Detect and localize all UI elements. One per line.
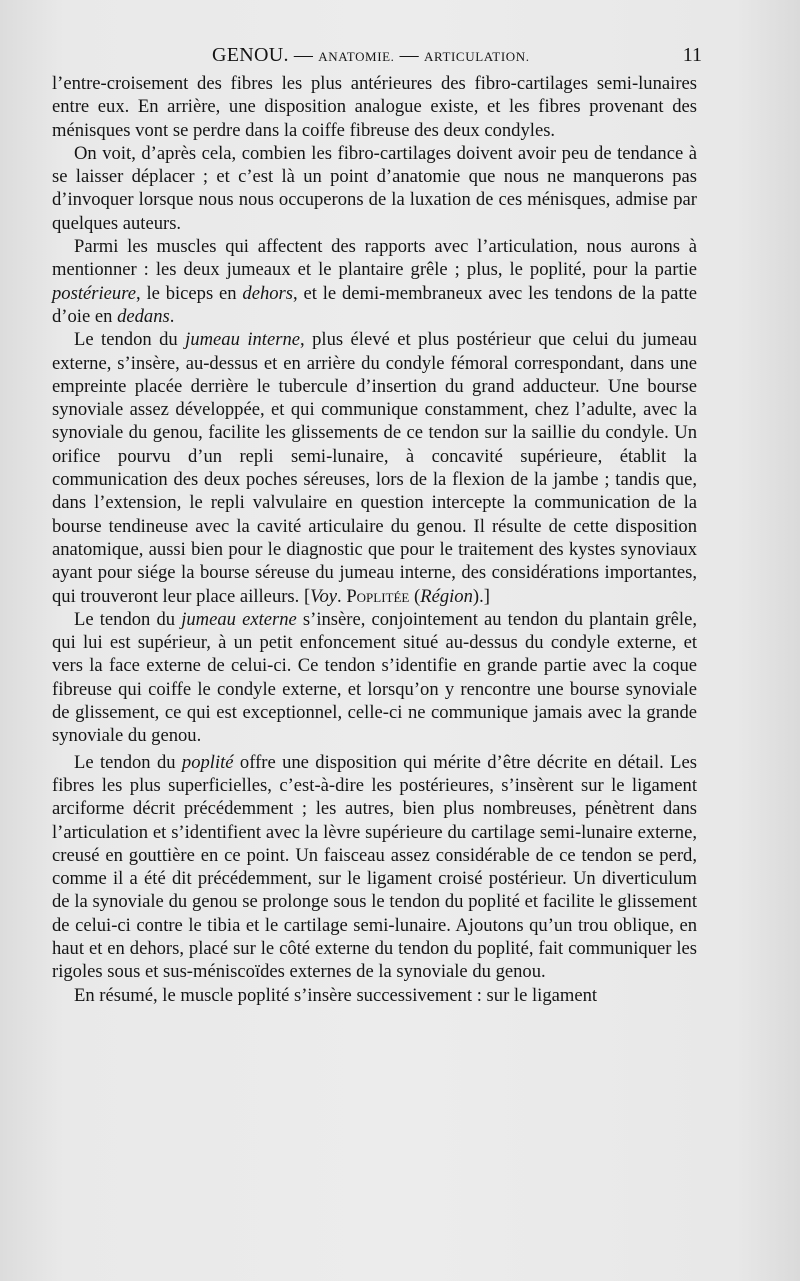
body-text <box>52 72 697 1007</box>
paragraph: l’entre-croisement des fibres les plus antérieures des fibro-cartilages semi-lunaires entre eux. En arrière, une disposition analogue existe, et les fibres provenant des ménisques vont se perdre dans la coiffe fibreuse des deux condyles. <box>52 73 697 141</box>
paragraph: En résumé, le muscle poplité s’insère successivement : sur le ligament <box>74 984 598 1006</box>
paragraph: Parmi les muscles qui affectent des rapports avec l’articulation, nous aurons à mentionner : les deux jumeaux et le plantaire grêle ; plus, le poplité, pour la partie postérieure, le biceps en dehors, et le demi-membraneux avec les tendons de la patte d’oie en dedans. <box>52 236 697 327</box>
italic-term: jumeau interne <box>185 329 301 351</box>
italic-term: jumeau externe <box>181 608 297 630</box>
running-head-title: GENOU. <box>212 44 289 66</box>
italic-term: Région <box>420 585 473 607</box>
italic-term: postérieure <box>52 282 136 304</box>
running-head-section: ANATOMIE. <box>318 49 395 64</box>
italic-term: dehors <box>242 282 294 304</box>
running-head-subsection: ARTICULATION. <box>423 49 530 64</box>
paragraph: Le tendon du jumeau externe s’insère, conjointement au tendon du plantain grêle, qui lui est supérieur, à un petit enfoncement situé au-dessus du condyle externe, et vers la face externe de celui-ci. Ce tendon s’identifie en grande partie avec la coque fibreuse qui coiffe le condyle externe, et lorsqu’on y rencontre une bourse synoviale de glissement, ce qui est exceptionnel, celle-ci ne communique jamais avec la grande synoviale du genou. <box>52 608 697 747</box>
paragraph: Le tendon du poplité offre une disposition qui mérite d’être décrite en détail. Les fibres les plus superficielles, c’est-à-dire les postérieures, s’insèrent sur le ligament arciforme décrit précédemment ; les autres, bien plus nombreuses, pénètrent dans l’articulation et s’identifient avec la lèvre supérieure du cartilage semi-lunaire externe, creusé en gouttière en ce point. Un faisceau assez considérable de ce tendon se perd, comme il a été dit précédemment, sur le ligament croisé postérieur. Un diverticulum de la synoviale du genou se prolonge sous le tendon du poplité et facilite le glissement de celui-ci contre le tibia et le cartilage semi-lunaire. Ajoutons qu’un trou oblique, en haut et en dehors, placé sur le côté externe du tendon du poplité, fait communiquer les rigoles sous et sus-méniscoïdes externes de la synoviale du genou. <box>52 751 697 983</box>
running-head <box>212 44 530 67</box>
cross-reference-term: Poplitée <box>346 585 410 607</box>
page-number: 11 <box>682 44 702 66</box>
cross-reference: Voy <box>310 585 338 607</box>
running-head-dash: — <box>293 45 314 66</box>
italic-term: poplité <box>181 751 234 773</box>
running-head-dash: — <box>399 45 419 66</box>
italic-term: dedans <box>117 305 170 327</box>
page-header <box>52 44 702 72</box>
paragraph: Le tendon du jumeau interne, plus élevé et plus postérieur que celui du jumeau externe, s’insère, au-dessus et en arrière du condyle fémoral correspondant, dans une empreinte placée derrière le tubercule d’insertion du grand adducteur. Une bourse synoviale assez développée, et qui communique constamment, chez l’adulte, avec la synoviale du genou, facilite les glissements de ce tendon sur la saillie du condyle. Un orifice pourvu d’un repli semi-lunaire, à concavité supérieure, établit la communication des deux poches séreuses, lors de la flexion de la jambe ; tandis que, dans l’extension, le repli valvulaire en question intercepte la communication de la bourse tendineuse avec la cavité articulaire du genou. Il résulte de cette disposition anatomique, aussi bien pour le diagnostic que pour le traitement des kystes synoviaux ayant pour siége la bourse séreuse du jumeau interne, des considérations importantes, qui trouveront leur place ailleurs. [Voy. Poplitée (Région).] <box>52 329 697 607</box>
paragraph: On voit, d’après cela, combien les fibro-cartilages doivent avoir peu de tendance à se laisser déplacer ; et c’est là un point d’anatomie que nous ne manquerons pas d’invoquer lorsque nous nous occuperons de la luxation de ces ménisques, admise par quelques auteurs. <box>52 142 697 234</box>
